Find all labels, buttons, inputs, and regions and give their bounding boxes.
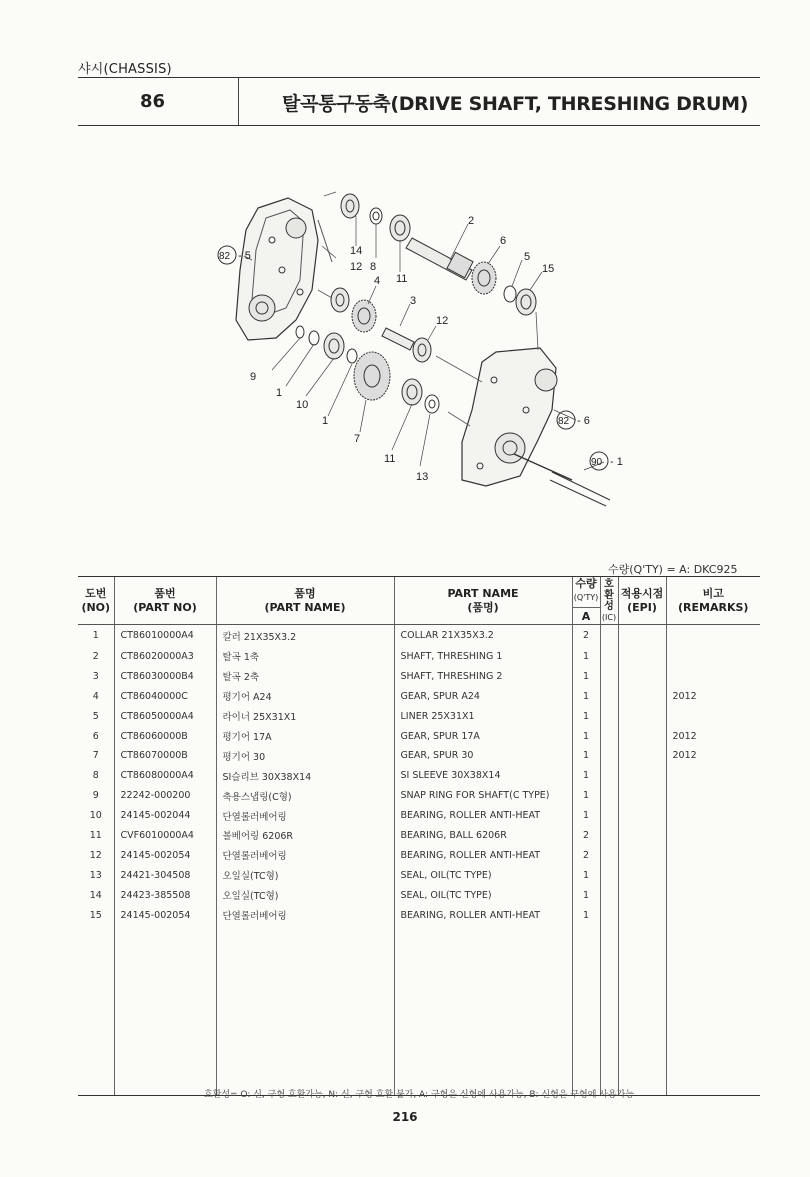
row-remarks	[666, 786, 760, 806]
callout-9: 9	[250, 371, 257, 383]
row-epi	[618, 766, 666, 786]
header-bottom-rule	[78, 125, 760, 126]
col-header-part-name-en: (PART NAME)	[264, 600, 346, 614]
row-name-en: GEAR, SPUR A24	[394, 686, 572, 706]
row-part-no: CT86080000A4	[114, 766, 216, 786]
collar-8	[370, 208, 382, 224]
row-part-no: CT86070000B	[114, 746, 216, 766]
filler-cell	[618, 925, 666, 1096]
ref-callout-82b: 82	[558, 416, 570, 427]
row-remarks	[666, 885, 760, 905]
row-epi	[618, 666, 666, 686]
row-qty: 2	[572, 625, 600, 647]
row-qty: 1	[572, 806, 600, 826]
gear-4	[352, 300, 376, 332]
col-header-no-ko: 도번	[85, 586, 107, 600]
row-name-ko: 평기어 30	[216, 746, 394, 766]
table-row	[78, 845, 760, 865]
right-housing-plate	[462, 348, 572, 486]
col-header-ic-ko: 호환성	[604, 578, 614, 612]
section-label: 샤시(CHASSIS)	[78, 62, 172, 77]
row-part-no: CT86020000A3	[114, 647, 216, 667]
table-row	[78, 766, 760, 786]
collar-1a	[309, 331, 319, 345]
row-epi	[618, 885, 666, 905]
table-header-row	[78, 577, 760, 625]
parts-table-body	[78, 625, 760, 1096]
callout-4: 4	[374, 275, 381, 287]
row-part-no: 24145-002044	[114, 806, 216, 826]
filler-cell	[216, 925, 394, 1096]
row-no: 4	[92, 690, 99, 702]
row-name-en: BEARING, BALL 6206R	[394, 826, 572, 846]
row-name-ko: 단열롤러베어링	[216, 845, 394, 865]
table-row	[78, 826, 760, 846]
row-epi	[618, 647, 666, 667]
row-ic	[600, 865, 618, 885]
row-qty: 1	[572, 905, 600, 925]
col-header-ic-en: (IC)	[601, 612, 617, 622]
row-name-en: SEAL, OIL(TC TYPE)	[394, 885, 572, 905]
row-part-no: 24145-002054	[114, 905, 216, 925]
ref-callout-90-suffix: - 1	[610, 456, 623, 468]
row-name-ko: 탈곡 2축	[216, 666, 394, 686]
table-row	[78, 806, 760, 826]
col-header-remarks	[666, 577, 760, 625]
callout-8: 8	[370, 261, 377, 273]
col-header-part-no	[114, 577, 216, 625]
table-row	[78, 746, 760, 766]
row-ic	[600, 885, 618, 905]
ref-callout-82a: 82	[219, 251, 231, 262]
col-header-part-name-en-col	[394, 577, 572, 625]
col-header-remarks-en: (REMARKS)	[678, 600, 749, 614]
row-no: 15	[89, 909, 102, 921]
filler-cell	[600, 925, 618, 1096]
table-row	[78, 905, 760, 925]
row-qty: 1	[572, 766, 600, 786]
col-header-epi	[618, 577, 666, 625]
row-no: 8	[92, 770, 99, 782]
row-no: 10	[89, 810, 102, 822]
row-remarks	[666, 647, 760, 667]
bearing-12a	[331, 288, 349, 312]
header-top-rule	[78, 77, 760, 78]
row-part-no: CT86060000B	[114, 726, 216, 746]
section-number: 86	[140, 91, 166, 112]
callout-12b: 12	[436, 315, 449, 327]
threshing-shaft-1	[406, 238, 473, 280]
row-remarks	[666, 666, 760, 686]
filler-cell	[572, 925, 600, 1096]
row-no: 14	[89, 889, 102, 901]
bearing-11a	[390, 215, 410, 241]
row-name-ko: 단열롤러베어링	[216, 905, 394, 925]
callout-12a: 12	[350, 261, 363, 273]
seal-13	[425, 395, 439, 413]
filler-cell	[78, 925, 114, 1096]
row-part-no: CVF6010000A4	[114, 826, 216, 846]
bearing-15	[516, 289, 536, 315]
row-no: 13	[89, 869, 102, 881]
callout-11b: 11	[384, 453, 396, 465]
row-qty: 1	[572, 865, 600, 885]
row-name-ko: 단열롤러베어링	[216, 806, 394, 826]
row-name-en: BEARING, ROLLER ANTI-HEAT	[394, 806, 572, 826]
row-qty: 1	[572, 885, 600, 905]
filler-cell	[394, 925, 572, 1096]
row-epi	[618, 786, 666, 806]
row-ic	[600, 706, 618, 726]
row-ic	[600, 905, 618, 925]
row-no: 7	[92, 750, 99, 762]
row-name-ko: 오일실(TC형)	[216, 885, 394, 905]
col-header-epi-ko: 적용시점	[620, 586, 664, 600]
row-qty: 2	[572, 826, 600, 846]
row-part-no: 24423-385508	[114, 885, 216, 905]
row-name-en: BEARING, ROLLER ANTI-HEAT	[394, 905, 572, 925]
row-ic	[600, 666, 618, 686]
table-row	[78, 625, 760, 647]
snap-ring-9	[296, 326, 304, 338]
threshing-shaft-2	[382, 328, 414, 350]
col-header-no	[78, 577, 114, 625]
row-epi	[618, 746, 666, 766]
row-remarks	[666, 625, 760, 647]
row-epi	[618, 625, 666, 647]
row-qty: 1	[572, 666, 600, 686]
row-ic	[600, 726, 618, 746]
row-ic	[600, 746, 618, 766]
gear-7	[354, 352, 390, 400]
callout-2: 2	[468, 215, 475, 227]
col-header-qty	[572, 577, 600, 625]
left-housing-plate	[236, 198, 332, 340]
row-qty: 1	[572, 706, 600, 726]
row-ic	[600, 766, 618, 786]
row-remarks	[666, 826, 760, 846]
row-name-en: SEAL, OIL(TC TYPE)	[394, 865, 572, 885]
row-qty: 1	[572, 647, 600, 667]
row-remarks	[666, 905, 760, 925]
row-name-ko: 라이너 25X31X1	[216, 706, 394, 726]
row-remarks	[666, 845, 760, 865]
row-ic	[600, 826, 618, 846]
ref-callout-82a-suffix: - 5	[238, 250, 251, 262]
callout-1a: 1	[276, 387, 283, 399]
row-no: 11	[89, 829, 102, 841]
row-ic	[600, 647, 618, 667]
row-remarks: 2012	[666, 746, 760, 766]
row-no: 3	[92, 670, 99, 682]
parts-table	[78, 576, 760, 1096]
row-ic	[600, 806, 618, 826]
row-qty: 1	[572, 786, 600, 806]
callout-14: 14	[350, 245, 363, 257]
row-part-no: 24145-002054	[114, 845, 216, 865]
row-qty: 1	[572, 686, 600, 706]
row-name-en: GEAR, SPUR 30	[394, 746, 572, 766]
col-header-part-name	[216, 577, 394, 625]
row-epi	[618, 706, 666, 726]
row-remarks: 2012	[666, 726, 760, 746]
bearing-12b	[413, 338, 431, 362]
callout-13: 13	[416, 471, 429, 483]
callout-3: 3	[410, 295, 417, 307]
col-header-part-no-ko: 품번	[154, 586, 176, 600]
filler-cell	[114, 925, 216, 1096]
col-header-qty-ko: 수량	[575, 577, 597, 590]
collar-1b	[347, 349, 357, 363]
row-part-no: CT86050000A4	[114, 706, 216, 726]
callout-1b: 1	[322, 415, 329, 427]
row-ic	[600, 845, 618, 865]
col-header-part-name2-en: PART NAME	[447, 586, 519, 600]
table-row	[78, 786, 760, 806]
ref-callout-90: 90	[591, 457, 603, 468]
row-remarks	[666, 806, 760, 826]
table-row	[78, 706, 760, 726]
page-number: 216	[392, 1110, 418, 1124]
row-name-en: COLLAR 21X35X3.2	[394, 625, 572, 647]
row-ic	[600, 786, 618, 806]
col-header-part-name2-ko: (품명)	[467, 600, 499, 614]
bearing-10	[324, 333, 344, 359]
row-remarks	[666, 706, 760, 726]
table-row	[78, 647, 760, 667]
row-name-en: SNAP RING FOR SHAFT(C TYPE)	[394, 786, 572, 806]
row-no: 6	[92, 730, 99, 742]
row-part-no: CT86030000B4	[114, 666, 216, 686]
row-name-ko: 평기어 17A	[216, 726, 394, 746]
col-header-part-name-ko: 품명	[294, 586, 316, 600]
row-no: 1	[92, 630, 99, 642]
table-row	[78, 865, 760, 885]
row-no: 5	[92, 710, 99, 722]
row-qty: 2	[572, 845, 600, 865]
table-row	[78, 726, 760, 746]
col-header-qty-a: A	[573, 607, 600, 624]
drive-shaft-90	[550, 472, 610, 506]
table-row	[78, 885, 760, 905]
row-remarks	[666, 865, 760, 885]
row-name-ko: 오일실(TC형)	[216, 865, 394, 885]
row-name-ko: 볼베어링 6206R	[216, 826, 394, 846]
row-name-en: SHAFT, THRESHING 1	[394, 647, 572, 667]
row-part-no: CT86010000A4	[114, 625, 216, 647]
row-name-ko: 탈곡 1축	[216, 647, 394, 667]
row-epi	[618, 845, 666, 865]
row-epi	[618, 806, 666, 826]
row-name-ko: 칼러 21X35X3.2	[216, 625, 394, 647]
row-qty: 1	[572, 746, 600, 766]
row-no: 12	[89, 849, 102, 861]
row-epi	[618, 905, 666, 925]
col-header-qty-en: (Q'TY)	[573, 593, 599, 602]
section-title: 탈곡통구동축(DRIVE SHAFT, THRESHING DRUM)	[282, 93, 749, 115]
liner-5	[504, 286, 516, 302]
row-epi	[618, 726, 666, 746]
row-remarks	[666, 766, 760, 786]
callout-10: 10	[296, 399, 309, 411]
col-header-no-en: (NO)	[81, 600, 111, 614]
row-qty: 1	[572, 726, 600, 746]
row-name-ko: 축용스냅링(C형)	[216, 786, 394, 806]
header-divider	[238, 77, 239, 125]
row-name-en: SHAFT, THRESHING 2	[394, 666, 572, 686]
filler-cell	[666, 925, 760, 1096]
col-header-remarks-ko: 비고	[702, 586, 724, 600]
table-filler-row	[78, 925, 760, 1096]
row-no: 9	[92, 790, 99, 802]
row-remarks: 2012	[666, 686, 760, 706]
row-epi	[618, 826, 666, 846]
row-ic	[600, 625, 618, 647]
row-epi	[618, 686, 666, 706]
row-name-en: LINER 25X31X1	[394, 706, 572, 726]
row-part-no: CT86040000C	[114, 686, 216, 706]
row-name-en: SI SLEEVE 30X38X14	[394, 766, 572, 786]
col-header-part-no-en: (PART NO)	[133, 600, 197, 614]
ref-callout-82b-suffix: - 6	[577, 415, 590, 427]
callout-7: 7	[354, 433, 361, 445]
qty-note: 수량(Q'TY) = A: DKC925	[608, 563, 738, 576]
row-name-en: BEARING, ROLLER ANTI-HEAT	[394, 845, 572, 865]
row-no: 2	[92, 650, 99, 662]
row-ic	[600, 686, 618, 706]
row-name-ko: SI슬리브 30X38X14	[216, 766, 394, 786]
table-row	[78, 666, 760, 686]
callout-5: 5	[524, 251, 531, 263]
row-epi	[618, 865, 666, 885]
row-part-no: 24421-304508	[114, 865, 216, 885]
interchangeability-footnote: 호환성= O: 신, 구형 호환가능, N: 신, 구형 호환 불가, A: 구형은 신형에 사용가능, B: 신형은 구형에 사용가능	[203, 1090, 635, 1100]
col-header-ic	[600, 577, 618, 625]
gear-6	[472, 262, 496, 294]
callout-15: 15	[542, 263, 555, 275]
row-name-en: GEAR, SPUR 17A	[394, 726, 572, 746]
row-part-no: 22242-000200	[114, 786, 216, 806]
row-name-ko: 평기어 A24	[216, 686, 394, 706]
callout-6: 6	[500, 235, 507, 247]
bearing-11b	[402, 379, 422, 405]
callout-11a: 11	[396, 273, 408, 285]
exploded-parts-diagram	[200, 180, 640, 510]
table-row	[78, 686, 760, 706]
seal-14	[341, 194, 359, 218]
col-header-epi-en: (EPI)	[627, 600, 657, 614]
